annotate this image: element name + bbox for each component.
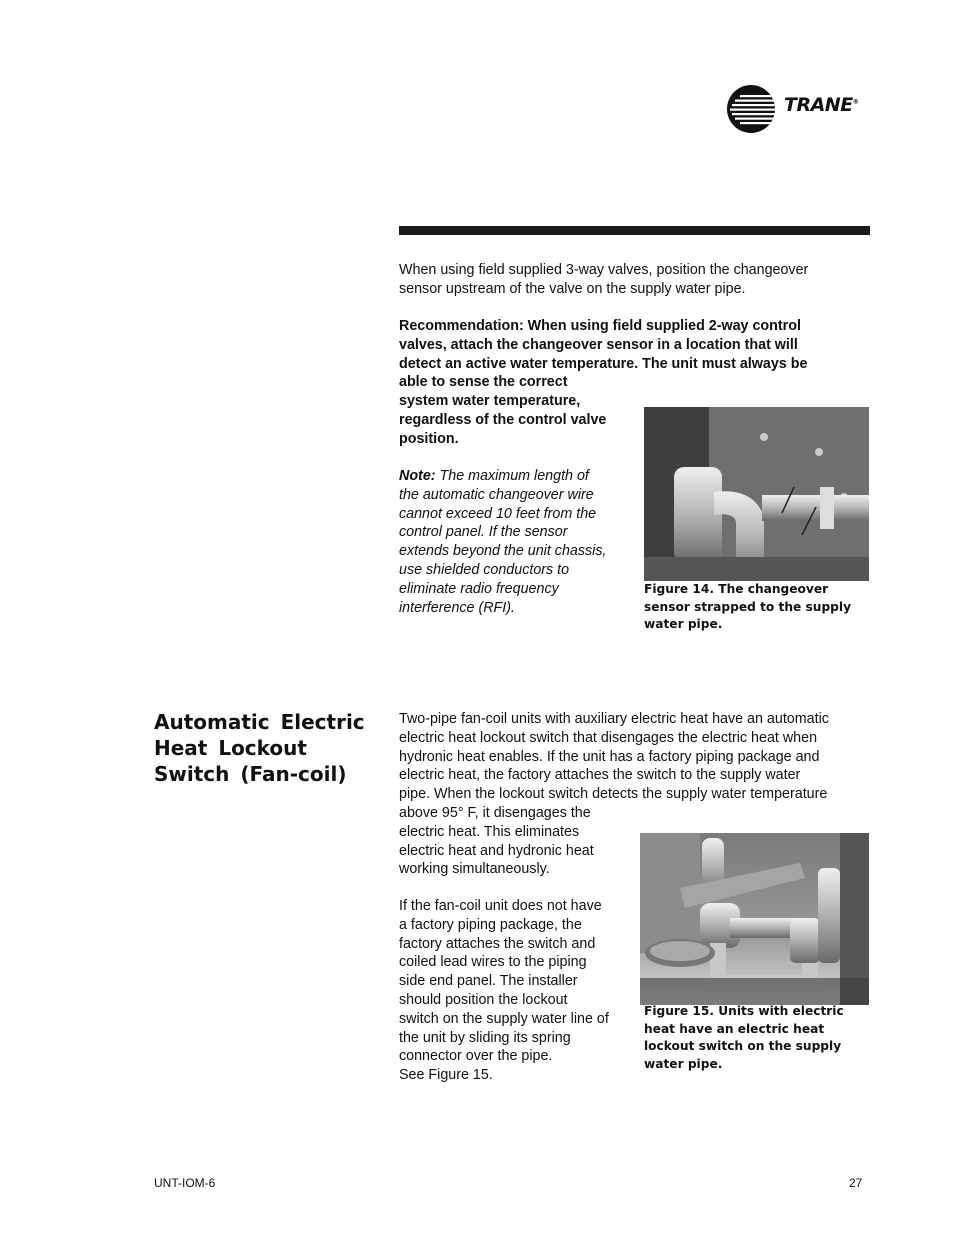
caption-line: Figure 15. Units with electric [644, 1004, 844, 1018]
paragraph-line: electric heat and hydronic heat [399, 842, 594, 859]
paragraph-text: When using field supplied 3-way valves, position the changeover sensor upstream of the valve on the supply water pipe. [399, 262, 809, 297]
figure-15-caption [644, 1003, 874, 1073]
paragraph-line: a factory piping package, the [399, 916, 582, 933]
figure-15-photo [640, 833, 869, 1005]
heading-line: Heat Lockout [154, 736, 307, 760]
footer-doc-id: UNT-IOM-6 [154, 1176, 216, 1190]
paragraph-line: connector over the pipe. [399, 1048, 553, 1065]
caption-line: heat have an electric heat [644, 1021, 825, 1036]
paragraph-line: factory attaches the switch and [399, 935, 596, 952]
paragraph-line: electric heat. This eliminates [399, 823, 580, 840]
paragraph-line: See Figure 15. [399, 1067, 493, 1084]
caption-line: lockout switch on the supply [644, 1039, 842, 1053]
paragraph-line: Two-pipe fan-coil units with auxiliary electric heat have an automatic [399, 711, 829, 727]
section-rule [399, 226, 870, 235]
note-label: Note: [399, 468, 436, 484]
caption-line: water pipe. [644, 617, 723, 631]
trane-globe-icon [726, 84, 776, 134]
paragraph-line: above 95° F, it disengages the [399, 804, 591, 821]
logo-wordmark: TRANE® [784, 94, 859, 116]
recommendation-line: valves, attach the changeover sensor in a location that will [399, 336, 798, 353]
paragraph-line: side end panel. The installer [399, 973, 578, 990]
paragraph-lockout-install [399, 897, 634, 1085]
figure-14-photo [644, 407, 869, 581]
recommendation-line: Recommendation: When using field supplied 2-way control [399, 318, 801, 334]
note-block [399, 467, 634, 617]
caption-line: water pipe. [644, 1056, 723, 1071]
recommendation-line: able to sense the correct [399, 374, 568, 391]
paragraph-line: coiled lead wires to the piping [399, 954, 587, 971]
note-line: cannot exceed 10 feet from the [399, 505, 597, 522]
paragraph-3way-valves [399, 261, 849, 299]
recommendation-line: detect an active water temperature. The unit must always be [399, 355, 808, 372]
footer-page-number: 27 [849, 1176, 863, 1190]
trane-logo [726, 84, 872, 134]
recommendation-line: system water temperature, [399, 393, 581, 410]
recommendation-line: regardless of the control valve [399, 411, 607, 428]
heading-line: Automatic Electric [154, 710, 365, 734]
note-line: extends beyond the unit chassis, [399, 543, 607, 560]
note-line: The maximum length of [435, 468, 589, 484]
paragraph-line: should position the lockout [399, 991, 568, 1008]
paragraph-line: hydronic heat enables. If the unit has a factory piping package and [399, 748, 820, 765]
note-line: control panel. If the sensor [399, 524, 568, 541]
paragraph-line: working simultaneously. [399, 861, 550, 878]
paragraph-line: the unit by sliding its spring [399, 1029, 571, 1046]
recommendation-line: position. [399, 430, 459, 447]
heading-line: Switch (Fan-coil) [154, 762, 347, 786]
section-heading [154, 709, 390, 787]
note-line: eliminate radio frequency [399, 580, 559, 597]
paragraph-line: If the fan-coil unit does not have [399, 898, 602, 914]
note-line: the automatic changeover wire [399, 486, 594, 503]
caption-line: sensor strapped to the supply [644, 599, 852, 614]
paragraph-line: switch on the supply water line of [399, 1010, 609, 1027]
note-line: use shielded conductors to [399, 561, 570, 578]
paragraph-line: electric heat lockout switch that disengages the electric heat when [399, 729, 818, 746]
paragraph-line: electric heat, the factory attaches the switch to the supply water [399, 767, 801, 784]
caption-line: Figure 14. The changeover [644, 582, 829, 596]
note-line: interference (RFI). [399, 599, 515, 616]
figure-14-caption [644, 581, 874, 634]
paragraph-line: pipe. When the lockout switch detects the supply water temperature [399, 786, 828, 803]
